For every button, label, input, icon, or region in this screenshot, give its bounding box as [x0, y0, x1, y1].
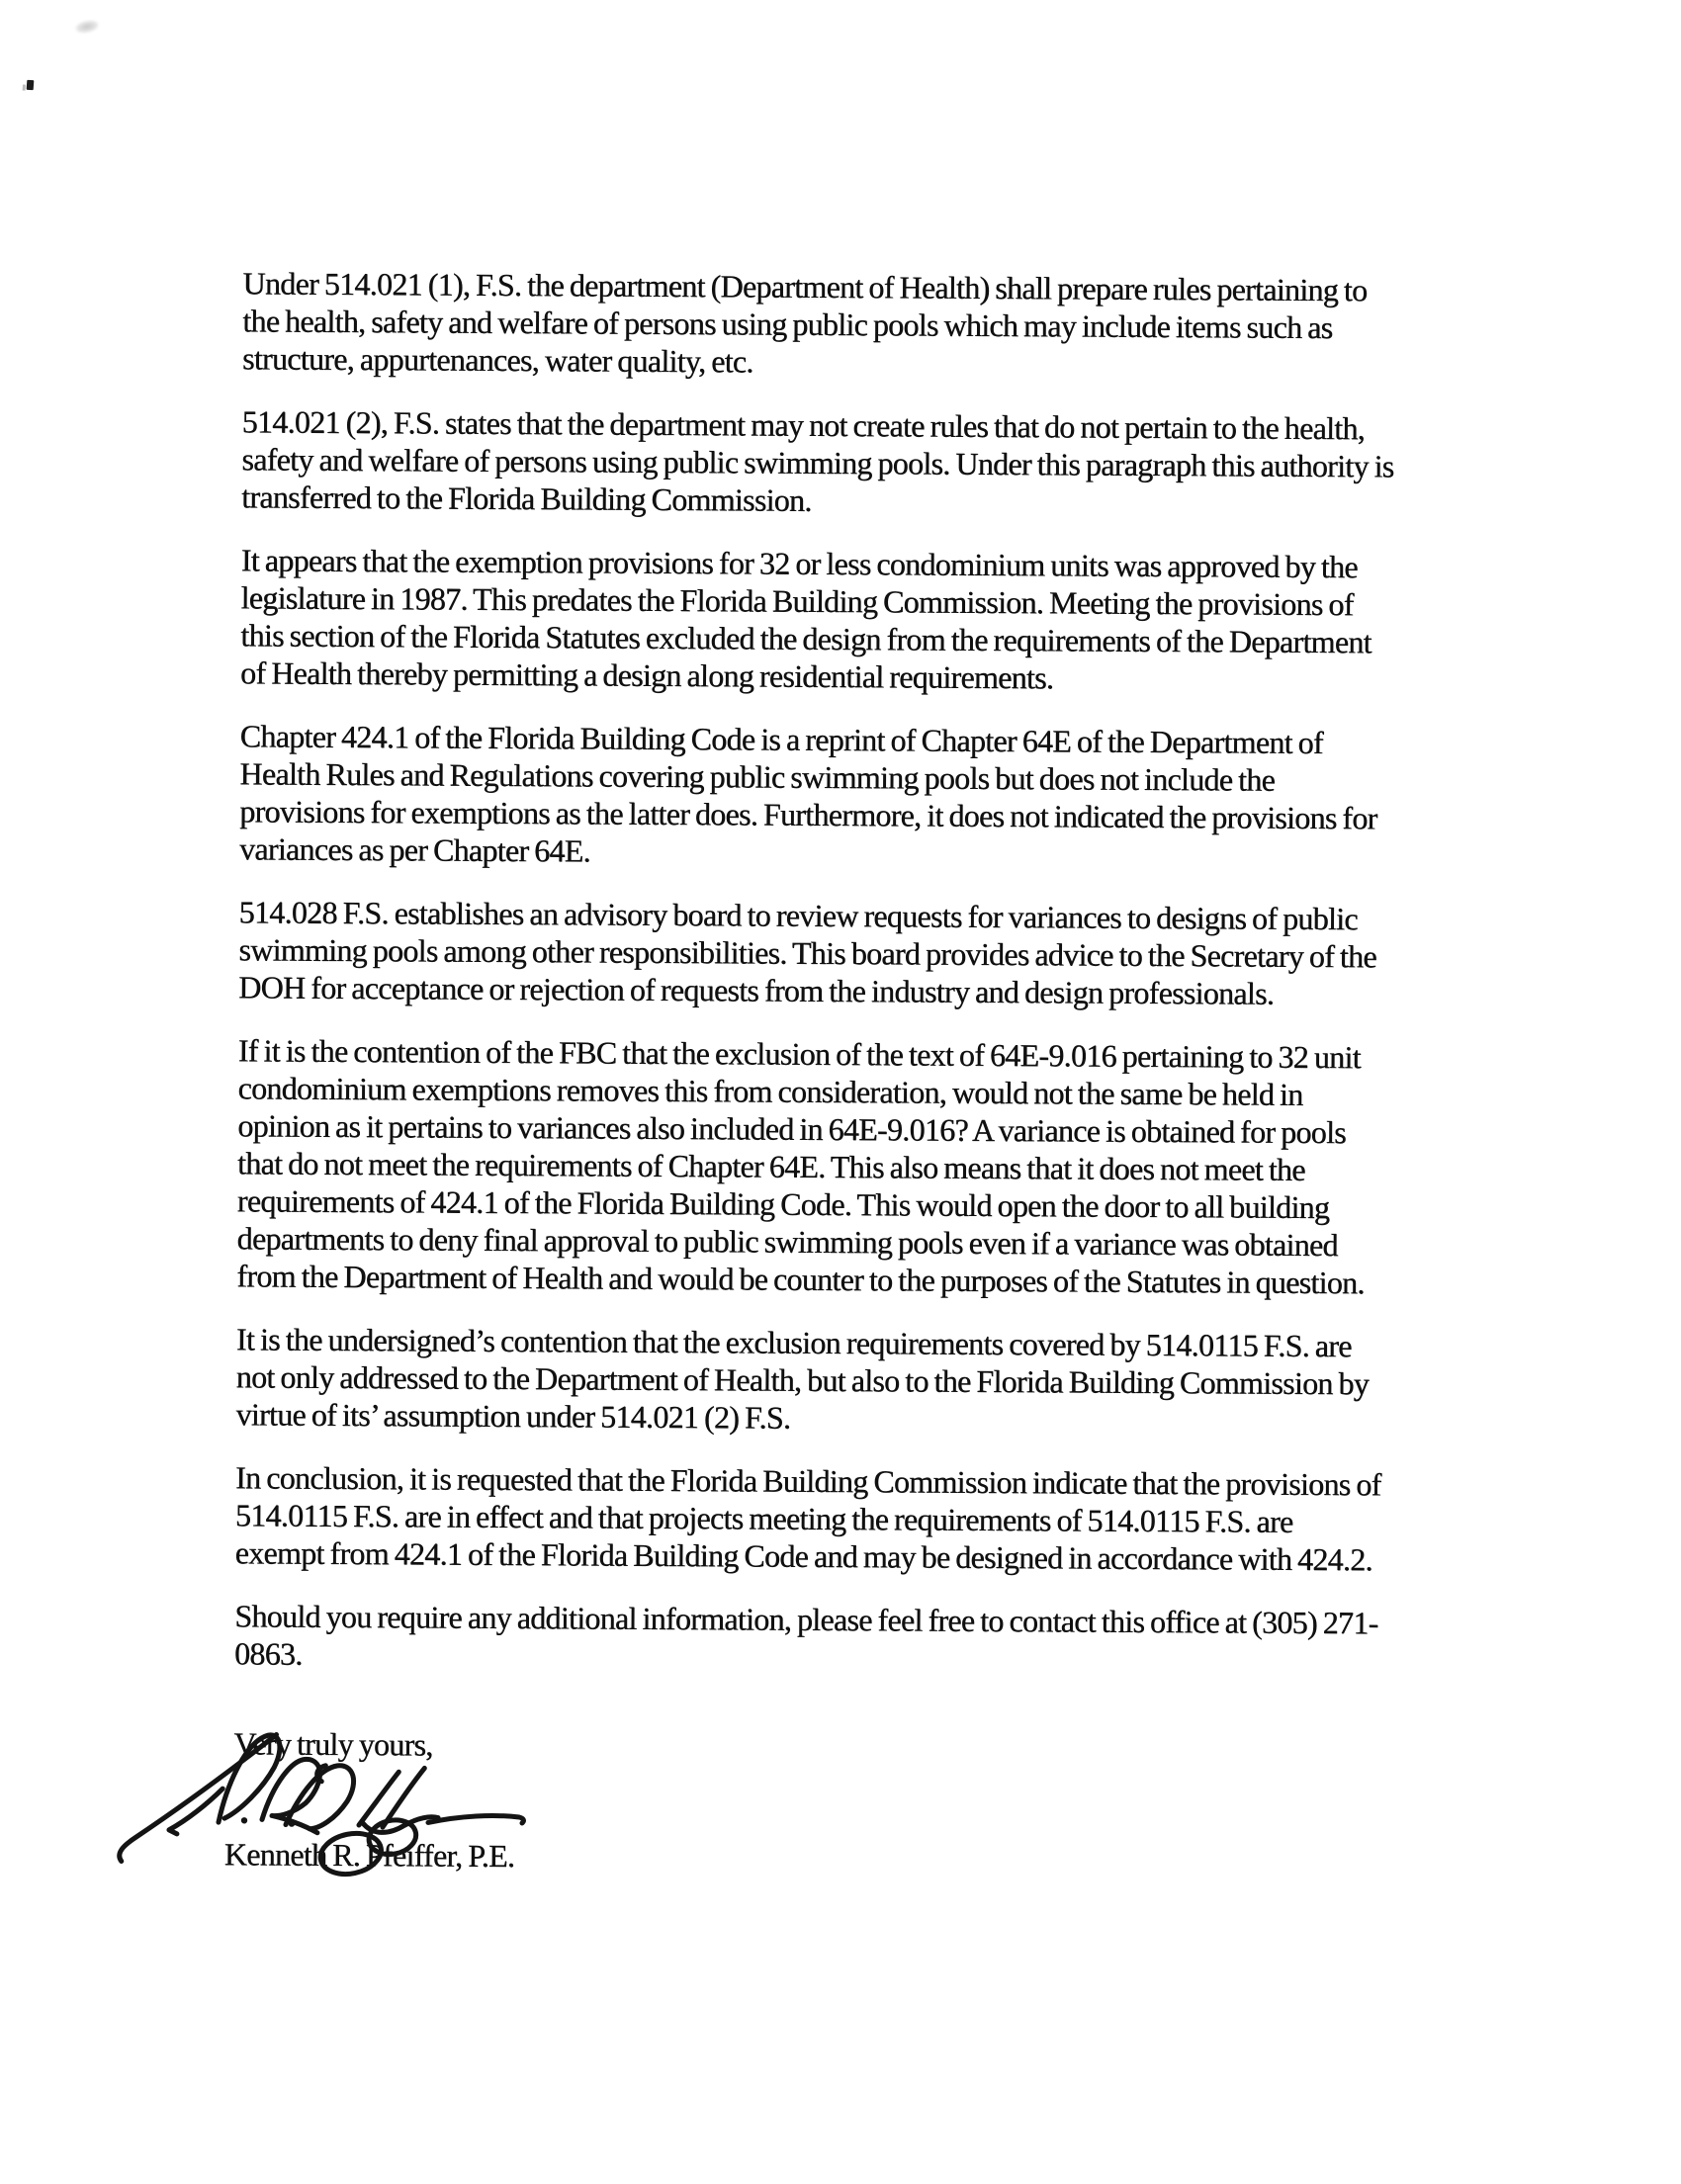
text-line: that do not meet the requirements of Chapter 64E. This also means that it does not meet the	[236, 1145, 1305, 1187]
text-line: departments to deny final approval to public swimming pools even if a variance was obtained	[236, 1220, 1338, 1264]
text-line: Should you require any additional information, please feel free to contact this office at (305) 271-	[234, 1598, 1378, 1641]
text-line: condominium exemptions removes this from consideration, would not the same be held in	[237, 1070, 1303, 1112]
text-line: not only addressed to the Department of Health, but also to the Florida Building Commission by	[235, 1358, 1370, 1402]
text-line: safety and welfare of persons using public swimming pools. Under this paragraph this authority is	[241, 441, 1394, 484]
text-line: of Health thereby permitting a design along residential requirements.	[239, 655, 1054, 696]
text-line: 0863.	[233, 1635, 303, 1672]
text-line: legislature in 1987. This predates the Florida Building Commission. Meeting the provisions of	[240, 579, 1354, 623]
text-line: transferred to the Florida Building Commission.	[241, 479, 812, 518]
paragraph	[238, 893, 1485, 1013]
closing-line: Very truly yours,	[233, 1725, 433, 1763]
paragraph	[239, 717, 1486, 875]
text-line: structure, appurtenances, water quality, etc.	[241, 340, 753, 380]
text-line: It is the undersigned’s contention that the exclusion requirements covered by 514.0115 F.S. are	[235, 1321, 1352, 1364]
paragraph	[242, 264, 1489, 385]
paragraph	[240, 541, 1487, 699]
letter-body	[234, 264, 1489, 1705]
text-line: this section of the Florida Statutes excluded the design from the requirements of the Department	[240, 617, 1371, 660]
text-line: DOH for acceptance or rejection of requests from the industry and design professionals.	[238, 969, 1275, 1011]
text-line: 514.028 F.S. establishes an advisory board to review requests for variances to designs of public	[238, 894, 1358, 937]
paragraph	[241, 402, 1488, 523]
text-line: opinion as it pertains to variances also included in 64E-9.016? A variance is obtained for pools	[237, 1107, 1347, 1151]
signature-name: Kenneth R. Pfeiffer, P.E.	[223, 1836, 515, 1874]
text-line: 514.021 (2), F.S. states that the department may not create rules that do not pertain to the health,	[241, 403, 1366, 447]
text-line: variances as per Chapter 64E.	[238, 830, 590, 869]
text-line: It appears that the exemption provisions for 32 or less condominium units was approved by the	[240, 542, 1358, 585]
text-line: from the Department of Health and would be counter to the purposes of the Statutes in question.	[236, 1258, 1365, 1301]
text-line: swimming pools among other responsibilities. This board provides advice to the Secretary of the	[238, 931, 1376, 975]
text-line: In conclusion, it is requested that the Florida Building Commission indicate that the provisions of	[235, 1459, 1381, 1503]
text-line: Health Rules and Regulations covering public swimming pools but does not include the	[239, 755, 1276, 798]
text-line: the health, safety and welfare of persons using public pools which may include items such as	[242, 303, 1333, 345]
text-line: exempt from 424.1 of the Florida Building Code and may be designed in accordance with 424.2.	[234, 1534, 1372, 1578]
text-line: Under 514.021 (1), F.S. the department (Department of Health) shall prepare rules pertaining to	[242, 265, 1368, 308]
text-line: virtue of its’ assumption under 514.021 (2) F.S.	[235, 1396, 791, 1436]
handwritten-signature-icon	[116, 1723, 542, 1899]
text-line: Chapter 424.1 of the Florida Building Code is a reprint of Chapter 64E of the Department of	[239, 718, 1323, 760]
paragraph	[235, 1458, 1482, 1579]
paragraph	[236, 1031, 1484, 1302]
text-line: provisions for exemptions as the latter does. Furthermore, it does not indicated the provisions for	[239, 793, 1377, 836]
text-line: If it is the contention of the FBC that the exclusion of the text of 64E-9.016 pertaining to 32 unit	[237, 1032, 1361, 1076]
paragraph	[234, 1597, 1480, 1680]
text-line: requirements of 424.1 of the Florida Building Code. This would open the door to all building	[236, 1182, 1330, 1225]
paragraph	[235, 1320, 1482, 1441]
text-line: 514.0115 F.S. are in effect and that projects meeting the requirements of 514.0115 F.S. are	[234, 1497, 1293, 1539]
